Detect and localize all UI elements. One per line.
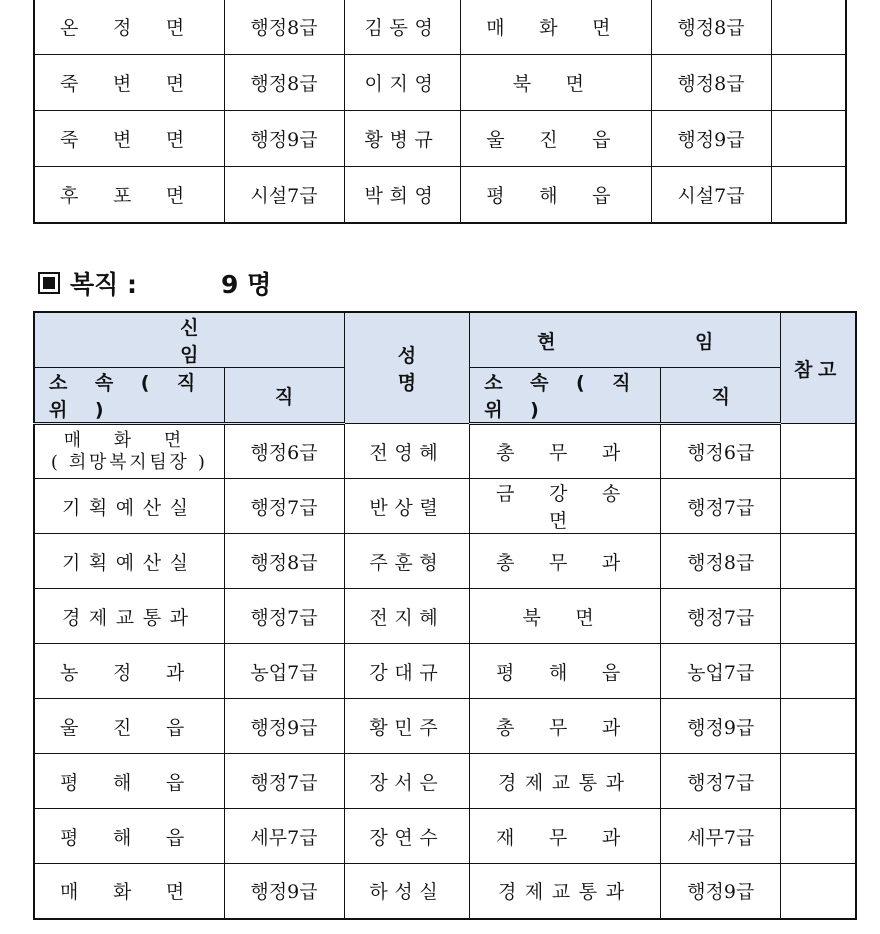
current-dept-cell: 북 면 (470, 589, 661, 644)
new-grade-cell: 행정9급 (224, 699, 344, 754)
current-grade-cell: 행정7급 (661, 589, 781, 644)
note-cell (781, 479, 856, 534)
new-dept-position: ( 희망복지팀장 ) (50, 451, 208, 473)
table-row (34, 534, 856, 589)
note-cell (781, 589, 856, 644)
note-cell (781, 754, 856, 809)
note-cell (781, 644, 856, 699)
new-grade-cell: 농업7급 (224, 644, 344, 699)
header-new-post: 신 임 (34, 312, 344, 368)
name-cell: 장연수 (344, 809, 470, 864)
current-grade-cell: 행정8급 (651, 55, 771, 111)
current-grade-cell: 시설7급 (651, 167, 771, 223)
table-row (34, 0, 846, 55)
new-dept-cell: 매 화 면 (34, 864, 224, 919)
new-dept-cell: 죽 변 면 (34, 55, 224, 111)
current-dept-cell: 금 강 송 면 (470, 479, 661, 534)
current-grade-cell: 행정8급 (651, 0, 771, 55)
current-grade-cell: 행정7급 (661, 754, 781, 809)
table-row (34, 809, 856, 864)
note-cell (771, 0, 846, 55)
header-new-dept: 소 속 ( 직 위 ) (34, 368, 224, 424)
current-grade-cell: 행정8급 (661, 534, 781, 589)
new-dept-cell: 농 정 과 (34, 644, 224, 699)
current-grade-cell: 행정6급 (661, 424, 781, 479)
current-grade-cell: 행정9급 (651, 111, 771, 167)
note-cell (771, 55, 846, 111)
new-grade-cell: 행정8급 (224, 0, 344, 55)
name-cell: 이지영 (344, 55, 460, 111)
name-cell: 강대규 (344, 644, 470, 699)
new-dept-cell: 평 해 읍 (34, 754, 224, 809)
name-cell: 박희영 (344, 167, 460, 223)
current-grade-cell: 행정9급 (661, 699, 781, 754)
new-dept-cell: 죽 변 면 (34, 111, 224, 167)
name-cell: 황민주 (344, 699, 470, 754)
new-grade-cell: 행정8급 (224, 534, 344, 589)
new-grade-cell: 세무7급 (224, 809, 344, 864)
table-row (34, 167, 846, 223)
new-dept-cell: 후 포 면 (34, 167, 224, 223)
new-grade-cell: 행정8급 (224, 55, 344, 111)
table-row (34, 864, 856, 919)
current-dept-cell: 경제교통과 (470, 864, 661, 919)
table-row (34, 55, 846, 111)
current-dept-cell: 총 무 과 (470, 424, 661, 479)
header-name: 성 명 (344, 312, 470, 424)
table-row (34, 699, 856, 754)
current-dept-cell: 경제교통과 (470, 754, 661, 809)
current-dept-cell: 평 해 읍 (470, 644, 661, 699)
new-grade-cell: 행정6급 (224, 424, 344, 479)
new-dept-cell (34, 424, 224, 479)
current-dept-cell: 총 무 과 (470, 699, 661, 754)
note-cell (771, 167, 846, 223)
reinstatement-table-body (34, 424, 856, 919)
section-title (38, 266, 271, 300)
new-grade-cell: 행정9급 (224, 864, 344, 919)
reinstatement-table (33, 311, 857, 920)
name-cell: 하성실 (344, 864, 470, 919)
new-grade-cell: 행정7급 (224, 589, 344, 644)
new-dept-cell: 평 해 읍 (34, 809, 224, 864)
section-title-text: 복직 : (70, 270, 138, 299)
table-row (34, 111, 846, 167)
current-dept-cell: 울 진 읍 (460, 111, 651, 167)
current-dept-cell: 매 화 면 (460, 0, 651, 55)
name-cell: 전영혜 (344, 424, 470, 479)
new-grade-cell: 행정7급 (224, 754, 344, 809)
current-grade-cell: 세무7급 (661, 809, 781, 864)
new-dept-cell: 온 정 면 (34, 0, 224, 55)
name-cell: 황병규 (344, 111, 460, 167)
note-cell (781, 699, 856, 754)
current-grade-cell: 행정9급 (661, 864, 781, 919)
section-count: 9 명 (221, 270, 272, 299)
name-cell: 김동영 (344, 0, 460, 55)
table-row (34, 754, 856, 809)
new-dept-cell: 기획예산실 (34, 479, 224, 534)
note-cell (781, 864, 856, 919)
current-dept-cell: 재 무 과 (470, 809, 661, 864)
new-grade-cell: 시설7급 (224, 167, 344, 223)
header-new-grade: 직 (224, 368, 344, 424)
header-note: 참고 (781, 312, 856, 424)
name-cell: 주훈형 (344, 534, 470, 589)
note-cell (781, 534, 856, 589)
new-grade-cell: 행정7급 (224, 479, 344, 534)
section-marker-icon (38, 272, 60, 294)
table-row (34, 479, 856, 534)
header-current-grade: 직 (661, 368, 781, 424)
header-current-dept: 소 속 ( 직 위 ) (470, 368, 661, 424)
header-current-post: 현 임 (470, 312, 781, 368)
previous-section-table-tail (33, 0, 847, 224)
current-dept-cell: 총 무 과 (470, 534, 661, 589)
note-cell (781, 809, 856, 864)
name-cell: 반상렬 (344, 479, 470, 534)
name-cell: 장서은 (344, 754, 470, 809)
table-row (34, 589, 856, 644)
name-cell: 전지혜 (344, 589, 470, 644)
new-dept-cell: 울 진 읍 (34, 699, 224, 754)
table-row (34, 644, 856, 699)
new-dept-cell: 경제교통과 (34, 589, 224, 644)
new-dept-cell: 기획예산실 (34, 534, 224, 589)
table-row (34, 424, 856, 479)
top-table-body (34, 0, 846, 223)
note-cell (781, 424, 856, 479)
current-grade-cell: 농업7급 (661, 644, 781, 699)
current-grade-cell: 행정7급 (661, 479, 781, 534)
current-dept-cell: 북 면 (460, 55, 651, 111)
current-dept-cell: 평 해 읍 (460, 167, 651, 223)
note-cell (771, 111, 846, 167)
new-grade-cell: 행정9급 (224, 111, 344, 167)
new-dept-name: 매 화 면 (63, 429, 195, 451)
